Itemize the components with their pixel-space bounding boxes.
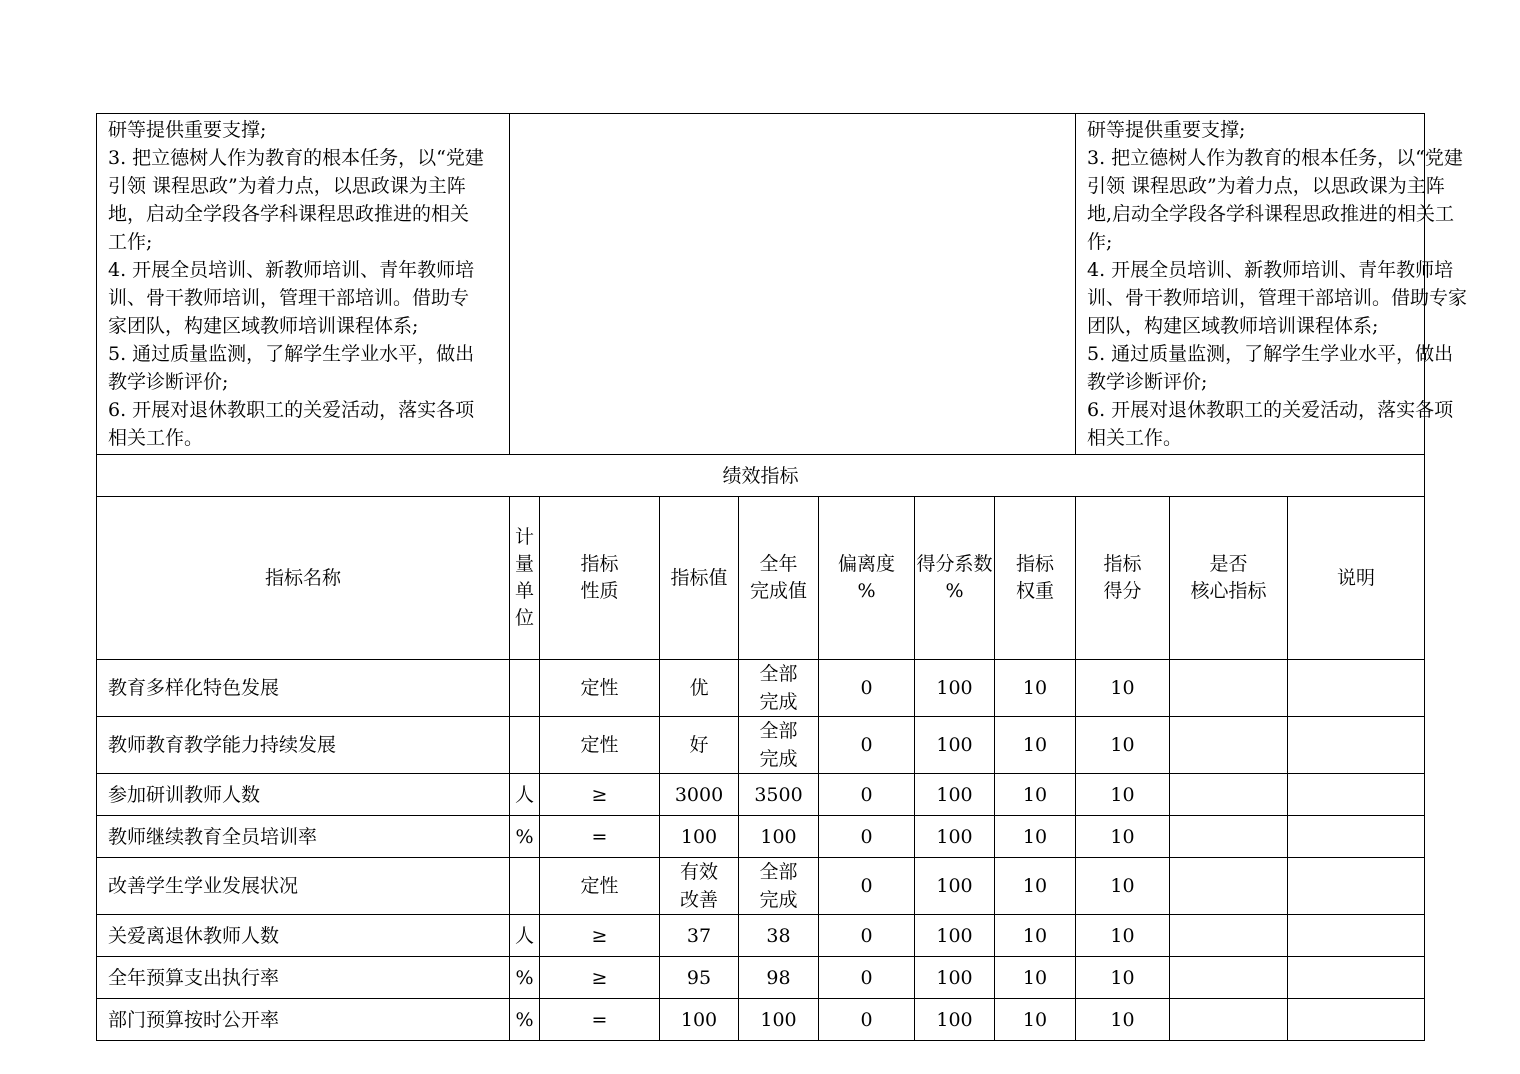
budget-table xyxy=(96,113,1468,1041)
table-row xyxy=(97,660,1425,717)
task-text-line: 6. 开展对退休教职工的关爱活动，落实各项 xyxy=(1087,399,1454,421)
section-title: 绩效指标 xyxy=(97,455,1425,497)
task-text-left xyxy=(97,114,510,455)
hdr-core: 是否 核心指标 xyxy=(1170,497,1288,660)
actual-cell: 100 xyxy=(739,999,819,1041)
table-row xyxy=(97,999,1425,1041)
actual-cell: 3500 xyxy=(739,774,819,816)
table-row xyxy=(97,858,1425,915)
core-cell xyxy=(1170,660,1288,717)
weight-cell: 10 xyxy=(995,660,1076,717)
unit-cell xyxy=(510,717,540,774)
note-cell xyxy=(1288,915,1425,957)
table-row xyxy=(97,915,1425,957)
indicator-name: 关爱离退休教师人数 xyxy=(97,915,510,957)
coef-cell: 100 xyxy=(915,660,995,717)
core-cell xyxy=(1170,717,1288,774)
unit-cell: % xyxy=(510,999,540,1041)
task-text-line: 3. 把立德树人作为教育的根本任务，以“党建 xyxy=(108,147,484,169)
task-text-line: 作; xyxy=(1087,231,1113,253)
task-text-middle xyxy=(510,114,1076,455)
core-cell xyxy=(1170,774,1288,816)
target-cell: 3000 xyxy=(660,774,739,816)
score-cell: 10 xyxy=(1076,816,1170,858)
target-cell: 100 xyxy=(660,816,739,858)
task-text-line: 相关工作。 xyxy=(108,427,204,449)
task-text-line: 地，启动全学段各学科课程思政推进的相关 xyxy=(108,203,470,225)
actual-cell: 全部 完成 xyxy=(739,660,819,717)
performance-sheet xyxy=(96,113,1468,1041)
hdr-score: 指标 得分 xyxy=(1076,497,1170,660)
header-row xyxy=(97,497,1425,660)
nature-cell: = xyxy=(540,816,660,858)
nature-cell: 定性 xyxy=(540,660,660,717)
note-cell xyxy=(1288,774,1425,816)
deviation-cell: 0 xyxy=(819,957,915,999)
indicator-name: 参加研训教师人数 xyxy=(97,774,510,816)
target-cell: 95 xyxy=(660,957,739,999)
weight-cell: 10 xyxy=(995,858,1076,915)
core-cell xyxy=(1170,999,1288,1041)
task-text-line: 4. 开展全员培训、新教师培训、青年教师培 xyxy=(1087,259,1454,281)
hdr-unit: 计量 单位 xyxy=(510,497,540,660)
target-cell: 100 xyxy=(660,999,739,1041)
table-row xyxy=(97,957,1425,999)
task-text-line: 家团队，构建区域教师培训课程体系; xyxy=(108,315,419,337)
score-cell: 10 xyxy=(1076,957,1170,999)
score-cell: 10 xyxy=(1076,660,1170,717)
note-cell xyxy=(1288,858,1425,915)
task-text-line: 相关工作。 xyxy=(1087,427,1183,449)
section-title-row xyxy=(97,455,1425,497)
actual-cell: 全部 完成 xyxy=(739,858,819,915)
task-text-line: 5. 通过质量监测，了解学生学业水平，做出 xyxy=(108,343,475,365)
hdr-indicator-name: 指标名称 xyxy=(97,497,510,660)
task-text-line: 引领 课程思政”为着力点，以思政课为主阵 xyxy=(108,175,466,197)
task-text-right xyxy=(1076,114,1468,455)
unit-cell xyxy=(510,858,540,915)
indicator-name: 教师教育教学能力持续发展 xyxy=(97,717,510,774)
target-cell: 优 xyxy=(660,660,739,717)
hdr-target: 指标值 xyxy=(660,497,739,660)
indicator-name: 全年预算支出执行率 xyxy=(97,957,510,999)
deviation-cell: 0 xyxy=(819,915,915,957)
table-row xyxy=(97,816,1425,858)
coef-cell: 100 xyxy=(915,957,995,999)
score-cell: 10 xyxy=(1076,774,1170,816)
coef-cell: 100 xyxy=(915,717,995,774)
deviation-cell: 0 xyxy=(819,774,915,816)
nature-cell: ≥ xyxy=(540,774,660,816)
core-cell xyxy=(1170,957,1288,999)
task-text-line: 教学诊断评价; xyxy=(1087,371,1208,393)
hdr-deviation: 偏离度 % xyxy=(819,497,915,660)
indicator-name: 教师继续教育全员培训率 xyxy=(97,816,510,858)
task-text-line: 6. 开展对退休教职工的关爱活动，落实各项 xyxy=(108,399,475,421)
coef-cell: 100 xyxy=(915,858,995,915)
nature-cell: ≥ xyxy=(540,915,660,957)
unit-cell: % xyxy=(510,816,540,858)
actual-cell: 全部 完成 xyxy=(739,717,819,774)
task-text-line: 教学诊断评价; xyxy=(108,371,229,393)
unit-cell xyxy=(510,660,540,717)
note-cell xyxy=(1288,999,1425,1041)
indicator-name: 部门预算按时公开率 xyxy=(97,999,510,1041)
deviation-cell: 0 xyxy=(819,999,915,1041)
target-cell: 37 xyxy=(660,915,739,957)
task-text-line: 引领 课程思政”为着力点，以思政课为主阵 xyxy=(1087,175,1445,197)
task-text-line: 团队，构建区域教师培训课程体系; xyxy=(1087,315,1379,337)
core-cell xyxy=(1170,915,1288,957)
task-text-line: 研等提供重要支撑; xyxy=(108,119,267,141)
hdr-weight: 指标 权重 xyxy=(995,497,1076,660)
deviation-cell: 0 xyxy=(819,660,915,717)
score-cell: 10 xyxy=(1076,915,1170,957)
score-cell: 10 xyxy=(1076,858,1170,915)
core-cell xyxy=(1170,858,1288,915)
weight-cell: 10 xyxy=(995,774,1076,816)
task-text-line: 研等提供重要支撑; xyxy=(1087,119,1246,141)
deviation-cell: 0 xyxy=(819,858,915,915)
task-text-line: 训、骨干教师培训，管理干部培训。借助专 xyxy=(108,287,470,309)
target-cell: 有效 改善 xyxy=(660,858,739,915)
task-text-row xyxy=(97,114,1425,455)
weight-cell: 10 xyxy=(995,717,1076,774)
unit-cell: 人 xyxy=(510,915,540,957)
coef-cell: 100 xyxy=(915,999,995,1041)
weight-cell: 10 xyxy=(995,816,1076,858)
task-text-line: 4. 开展全员培训、新教师培训、青年教师培 xyxy=(108,259,475,281)
task-text-line: 工作; xyxy=(108,231,153,253)
weight-cell: 10 xyxy=(995,957,1076,999)
weight-cell: 10 xyxy=(995,999,1076,1041)
actual-cell: 38 xyxy=(739,915,819,957)
target-cell: 好 xyxy=(660,717,739,774)
coef-cell: 100 xyxy=(915,816,995,858)
core-cell xyxy=(1170,816,1288,858)
note-cell xyxy=(1288,717,1425,774)
note-cell xyxy=(1288,660,1425,717)
unit-cell: % xyxy=(510,957,540,999)
actual-cell: 98 xyxy=(739,957,819,999)
nature-cell: ≥ xyxy=(540,957,660,999)
nature-cell: 定性 xyxy=(540,717,660,774)
task-text-line: 地,启动全学段各学科课程思政推进的相关工 xyxy=(1087,203,1455,225)
coef-cell: 100 xyxy=(915,774,995,816)
indicator-name: 教育多样化特色发展 xyxy=(97,660,510,717)
hdr-nature: 指标 性质 xyxy=(540,497,660,660)
weight-cell: 10 xyxy=(995,915,1076,957)
task-text-line: 训、骨干教师培训，管理干部培训。借助专家 xyxy=(1087,287,1468,309)
table-row xyxy=(97,717,1425,774)
note-cell xyxy=(1288,957,1425,999)
table-row xyxy=(97,774,1425,816)
hdr-actual: 全年 完成值 xyxy=(739,497,819,660)
indicator-name: 改善学生学业发展状况 xyxy=(97,858,510,915)
coef-cell: 100 xyxy=(915,915,995,957)
task-text-line: 3. 把立德树人作为教育的根本任务，以“党建 xyxy=(1087,147,1463,169)
task-text-line: 5. 通过质量监测，了解学生学业水平，做出 xyxy=(1087,343,1454,365)
note-cell xyxy=(1288,816,1425,858)
nature-cell: = xyxy=(540,999,660,1041)
deviation-cell: 0 xyxy=(819,816,915,858)
hdr-note: 说明 xyxy=(1288,497,1425,660)
score-cell: 10 xyxy=(1076,999,1170,1041)
actual-cell: 100 xyxy=(739,816,819,858)
deviation-cell: 0 xyxy=(819,717,915,774)
score-cell: 10 xyxy=(1076,717,1170,774)
hdr-coef: 得分系数 % xyxy=(915,497,995,660)
nature-cell: 定性 xyxy=(540,858,660,915)
unit-cell: 人 xyxy=(510,774,540,816)
